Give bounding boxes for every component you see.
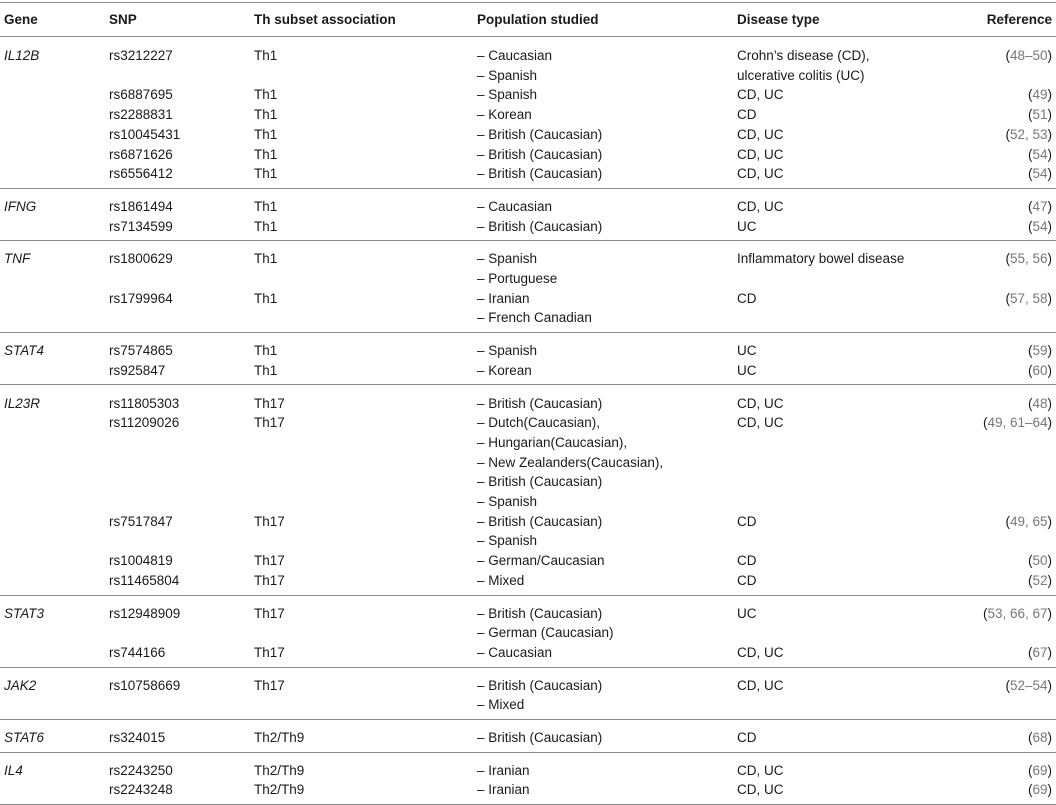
th-subset: Th2/Th9 [254, 730, 305, 745]
reference-numbers: 67 [1032, 644, 1048, 660]
population-item: – Iranian [477, 290, 530, 306]
reference-numbers: 49, 61–64 [987, 415, 1048, 431]
reference-numbers: 57, 58 [1009, 290, 1048, 306]
reference-numbers: 54 [1032, 146, 1048, 162]
snp-id: rs2243248 [109, 782, 173, 798]
disease-type: Inflammatory bowel disease [737, 251, 905, 267]
reference-numbers: 60 [1032, 362, 1048, 378]
disease-type: UC [737, 343, 757, 359]
th-subset: Th17 [254, 644, 285, 660]
reference-numbers: 52, 53 [1009, 126, 1048, 142]
reference-citation [1028, 551, 1052, 570]
reference-numbers: 69 [1032, 762, 1048, 778]
reference-citation [1005, 249, 1052, 268]
snp-id: rs6871626 [109, 146, 173, 162]
population-item: – Dutch(Caucasian), [477, 415, 601, 431]
disease-type: ulcerative colitis (UC) [737, 67, 865, 83]
th-subset: Th17 [254, 677, 285, 693]
snp-id: rs324015 [109, 730, 166, 745]
header-reference: Reference [986, 12, 1052, 27]
snp-id: rs6887695 [109, 87, 173, 103]
population-item: – British (Caucasian) [477, 513, 603, 529]
group-rule [0, 384, 1056, 385]
reference-numbers: 54 [1032, 166, 1048, 182]
paren-open: ( [1027, 343, 1033, 359]
snp-id: rs2288831 [109, 107, 173, 123]
paren-open: ( [1027, 730, 1033, 745]
snp-id: rs11465804 [109, 572, 180, 588]
population-item: – German/Caucasian [477, 553, 605, 569]
paren-close: ) [1047, 572, 1052, 588]
group-rule [0, 188, 1056, 189]
reference-numbers: 48–50 [1009, 48, 1048, 63]
header-disease: Disease type [737, 12, 820, 27]
header-population: Population studied [477, 12, 599, 27]
paren-close: ) [1047, 218, 1052, 234]
th-subset: Th1 [254, 87, 278, 103]
reference-numbers: 68 [1032, 730, 1048, 745]
disease-type: CD, UC [737, 126, 784, 142]
paren-close: ) [1047, 782, 1052, 798]
disease-type: CD, UC [737, 166, 784, 182]
disease-type: CD, UC [737, 677, 784, 693]
snp-id: rs7517847 [109, 513, 173, 529]
group-rule [0, 595, 1056, 596]
th-subset: Th17 [254, 395, 285, 411]
snp-id: rs10045431 [109, 126, 181, 142]
reference-numbers: 53, 66, 67 [987, 605, 1048, 621]
population-item: – Caucasian [477, 48, 553, 63]
header-gene: Gene [4, 12, 38, 27]
reference-numbers: 49 [1032, 87, 1048, 103]
paren-open: ( [1027, 762, 1033, 778]
population-item: – British (Caucasian) [477, 605, 603, 621]
reference-citation [1028, 361, 1052, 380]
population-item: – British (Caucasian) [477, 126, 603, 142]
th-subset: Th1 [254, 166, 278, 182]
paren-close: ) [1047, 677, 1052, 693]
reference-numbers: 52 [1032, 572, 1048, 588]
reference-citation [1028, 728, 1052, 747]
population-item: – Spanish [477, 251, 538, 267]
population-item: – French Canadian [477, 310, 592, 326]
paren-open: ( [1027, 218, 1033, 234]
th-subset: Th1 [254, 362, 278, 378]
reference-numbers: 48 [1032, 395, 1048, 411]
reference-citation [1028, 105, 1052, 124]
population-item: – Spanish [477, 87, 538, 103]
th-subset: Th17 [254, 553, 285, 569]
snp-id: rs2243250 [109, 762, 173, 778]
reference-citation [983, 604, 1052, 623]
paren-close: ) [1047, 48, 1052, 63]
population-item: – Mixed [477, 697, 525, 713]
paren-open: ( [1005, 126, 1010, 142]
paren-open: ( [1027, 395, 1033, 411]
disease-type: UC [737, 218, 757, 234]
gene-name: STAT3 [4, 605, 45, 621]
reference-citation [1028, 571, 1052, 590]
reference-numbers: 55, 56 [1009, 251, 1048, 267]
snp-id: rs11209026 [109, 415, 180, 431]
reference-citation [983, 413, 1052, 432]
reference-citation [1028, 197, 1052, 216]
th-subset: Th2/Th9 [254, 762, 305, 778]
population-item: – Korean [477, 362, 532, 378]
paren-close: ) [1047, 513, 1052, 529]
th-subset: Th17 [254, 513, 285, 529]
paren-open: ( [1027, 362, 1033, 378]
snp-id: rs1800629 [109, 251, 173, 267]
population-item: – British (Caucasian) [477, 146, 603, 162]
th-subset: Th1 [254, 198, 278, 214]
paren-close: ) [1047, 107, 1052, 123]
population-item: – Iranian [477, 782, 530, 798]
reference-numbers: 49, 65 [1009, 513, 1048, 529]
th-subset: Th1 [254, 146, 278, 162]
paren-open: ( [1005, 513, 1010, 529]
gene-name: TNF [4, 251, 31, 267]
paren-open: ( [1027, 87, 1033, 103]
population-item: – Spanish [477, 67, 538, 83]
population-item: – German (Caucasian) [477, 625, 614, 641]
group-rule [0, 332, 1056, 333]
population-item: – Portuguese [477, 271, 558, 286]
th-subset: Th17 [254, 572, 285, 588]
population-item: – Iranian [477, 762, 530, 778]
population-item: – New Zealanders(Caucasian), [477, 454, 664, 470]
paren-close: ) [1047, 198, 1052, 214]
disease-type: CD, UC [737, 762, 784, 778]
reference-citation [1028, 643, 1052, 662]
reference-citation [1005, 512, 1052, 531]
disease-type: CD, UC [737, 146, 784, 162]
reference-citation [1028, 164, 1052, 183]
th-subset: Th1 [254, 218, 278, 234]
th-subset: Th17 [254, 415, 285, 431]
reference-citation [1028, 394, 1052, 413]
snp-id: rs1004819 [109, 553, 173, 569]
group-rule [0, 667, 1056, 668]
th-subset: Th1 [254, 48, 278, 63]
th-subset: Th1 [254, 290, 278, 306]
disease-type: CD [737, 290, 757, 306]
header-snp: SNP [109, 12, 137, 27]
population-item: – British (Caucasian) [477, 474, 603, 490]
disease-type: CD [737, 553, 757, 569]
disease-type: CD, UC [737, 415, 784, 431]
snp-id: rs12948909 [109, 605, 181, 621]
paren-open: ( [1027, 198, 1033, 214]
paren-close: ) [1047, 415, 1052, 431]
reference-numbers: 51 [1032, 107, 1048, 123]
paren-open: ( [1005, 251, 1010, 267]
reference-numbers: 69 [1032, 782, 1048, 798]
disease-type: CD, UC [737, 644, 784, 660]
th-subset: Th1 [254, 126, 278, 142]
gene-name: IFNG [4, 198, 37, 214]
disease-type: CD [737, 730, 757, 745]
disease-type: CD [737, 107, 757, 123]
snp-id: rs925847 [109, 362, 166, 378]
reference-numbers: 50 [1032, 553, 1048, 569]
reference-numbers: 52–54 [1009, 677, 1048, 693]
snp-id: rs1861494 [109, 198, 173, 214]
paren-close: ) [1047, 87, 1052, 103]
snp-id: rs3212227 [109, 48, 173, 63]
th-subset: Th1 [254, 107, 278, 123]
paren-close: ) [1047, 762, 1052, 778]
th-subset: Th2/Th9 [254, 782, 305, 798]
population-item: – Spanish [477, 343, 538, 359]
reference-citation [1005, 46, 1052, 65]
disease-type: CD, UC [737, 198, 784, 214]
population-item: – Caucasian [477, 198, 553, 214]
population-item: – Caucasian [477, 644, 553, 660]
paren-open: ( [982, 605, 988, 621]
paren-open: ( [1005, 677, 1010, 693]
paren-close: ) [1047, 343, 1052, 359]
disease-type: UC [737, 362, 757, 378]
disease-type: CD, UC [737, 87, 784, 103]
paren-close: ) [1047, 166, 1052, 182]
gene-name: STAT4 [4, 343, 45, 359]
paren-open: ( [1027, 782, 1033, 798]
snp-id: rs744166 [109, 644, 166, 660]
snp-id: rs11805303 [109, 395, 180, 411]
paren-close: ) [1047, 290, 1052, 306]
paren-open: ( [1027, 572, 1033, 588]
gene-name: JAK2 [4, 677, 37, 693]
reference-citation [1028, 145, 1052, 164]
snp-id: rs1799964 [109, 290, 173, 306]
paren-close: ) [1047, 362, 1052, 378]
population-item: – British (Caucasian) [477, 218, 603, 234]
paren-close: ) [1047, 395, 1052, 411]
reference-citation [1005, 125, 1052, 144]
reference-citation [1028, 217, 1052, 236]
paren-close: ) [1047, 644, 1052, 660]
reference-citation [1028, 341, 1052, 360]
th-subset: Th1 [254, 343, 278, 359]
reference-numbers: 47 [1032, 198, 1048, 214]
paren-open: ( [1027, 146, 1033, 162]
reference-citation [1005, 676, 1052, 695]
group-rule [0, 719, 1056, 720]
disease-type: Crohn’s disease (CD), [737, 48, 870, 63]
th-subset: Th1 [254, 251, 278, 267]
paren-close: ) [1047, 553, 1052, 569]
paren-close: ) [1047, 605, 1052, 621]
disease-type: UC [737, 605, 757, 621]
gene-name: IL12B [4, 48, 40, 63]
paren-open: ( [1027, 644, 1033, 660]
population-item: – British (Caucasian) [477, 166, 603, 182]
paren-close: ) [1047, 730, 1052, 745]
population-item: – British (Caucasian) [477, 395, 603, 411]
group-rule [0, 752, 1056, 753]
paren-open: ( [1027, 107, 1033, 123]
population-item: – Korean [477, 107, 532, 123]
snp-id: rs7134599 [109, 218, 173, 234]
reference-citation [1005, 289, 1052, 308]
paren-open: ( [1027, 166, 1033, 182]
population-item: – Spanish [477, 533, 538, 549]
population-item: – British (Caucasian) [477, 677, 603, 693]
th-subset: Th17 [254, 605, 285, 621]
paren-close: ) [1047, 126, 1052, 142]
reference-citation [1028, 780, 1052, 799]
gene-name: STAT6 [4, 730, 45, 745]
disease-type: CD, UC [737, 782, 784, 798]
gene-name: IL23R [4, 395, 41, 411]
snp-id: rs6556412 [109, 166, 173, 182]
top-rule [0, 2, 1056, 3]
header-rule [0, 36, 1056, 37]
paren-close: ) [1047, 251, 1052, 267]
gene-name: IL4 [4, 762, 23, 778]
population-item: – British (Caucasian) [477, 730, 603, 745]
disease-type: CD [737, 572, 757, 588]
paren-open: ( [1005, 48, 1010, 63]
header-th-subset: Th subset association [254, 12, 396, 27]
group-rule [0, 240, 1056, 241]
disease-type: CD [737, 513, 757, 529]
paren-open: ( [982, 415, 988, 431]
snp-id: rs10758669 [109, 677, 181, 693]
disease-type: CD, UC [737, 395, 784, 411]
paren-open: ( [1005, 290, 1010, 306]
snp-id: rs7574865 [109, 343, 173, 359]
population-item: – Hungarian(Caucasian), [477, 434, 628, 450]
reference-citation [1028, 85, 1052, 104]
reference-numbers: 59 [1032, 343, 1048, 359]
population-item: – Mixed [477, 572, 525, 588]
population-item: – Spanish [477, 494, 538, 509]
paren-close: ) [1047, 146, 1052, 162]
reference-numbers: 54 [1032, 218, 1048, 234]
paren-open: ( [1027, 553, 1033, 569]
